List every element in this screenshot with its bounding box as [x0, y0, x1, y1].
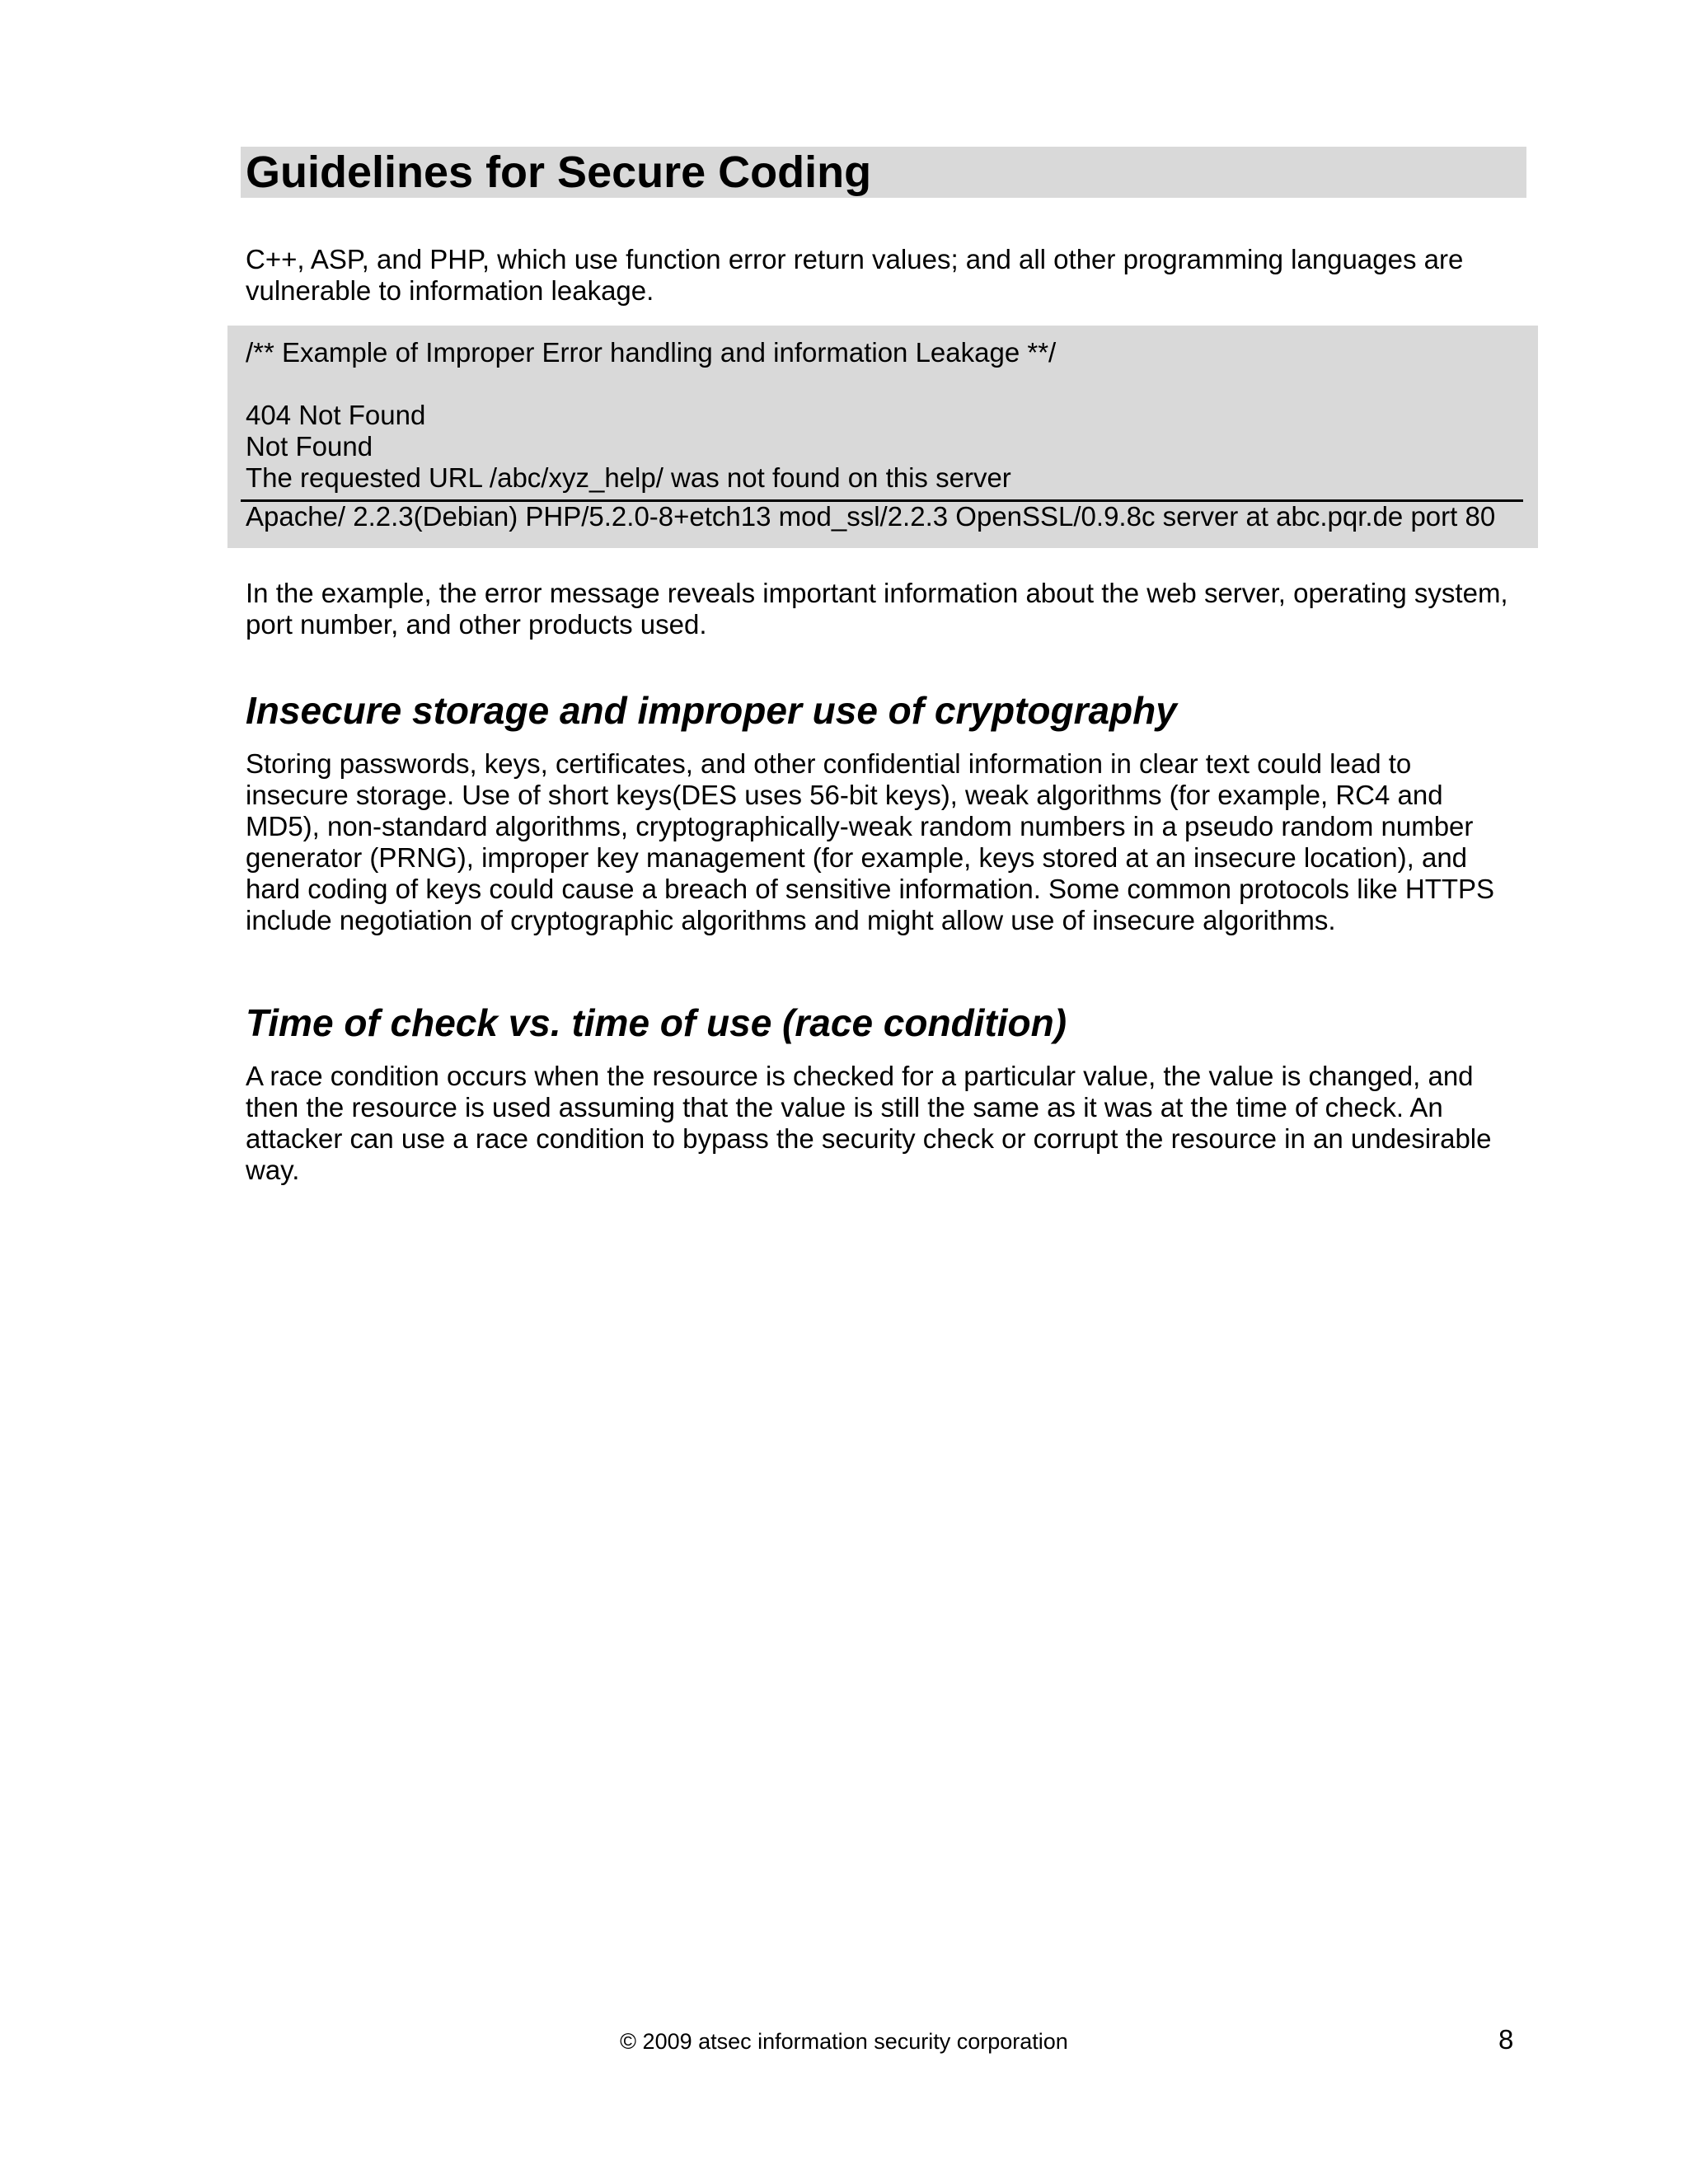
title-bar: [241, 147, 1526, 198]
intro-line: C++, ASP, and PHP, which use function error return values; and all other programming languages are: [246, 244, 1464, 274]
section-paragraph-crypto: [246, 748, 1531, 936]
explanation-line: port number, and other products used.: [246, 609, 707, 640]
code-server-line: Apache/ 2.2.3(Debian) PHP/5.2.0-8+etch13 mod_ssl/2.2.3 OpenSSL/0.9.8c server at abc.pqr.de port 80: [246, 501, 1496, 532]
paragraph-line: include negotiation of cryptographic algorithms and might allow use of insecure algorithms.: [246, 905, 1336, 935]
section-heading-crypto: Insecure storage and improper use of cryptography: [246, 689, 1177, 732]
page-number: 8: [1498, 2024, 1514, 2055]
code-line: Not Found: [246, 431, 373, 462]
section-paragraph-race-condition: [246, 1061, 1531, 1186]
paragraph-line: generator (PRNG), improper key management (for example, keys stored at an insecure location), and: [246, 842, 1468, 873]
paragraph-line: then the resource is used assuming that the value is still the same as it was at the time of check. An: [246, 1092, 1443, 1122]
paragraph-line: MD5), non-standard algorithms, cryptographically-weak random numbers in a pseudo random number: [246, 811, 1474, 841]
code-example-box: [227, 326, 1538, 548]
paragraph-line: Storing passwords, keys, certificates, and other confidential information in clear text could lead to: [246, 748, 1412, 779]
paragraph-line: hard coding of keys could cause a breach of sensitive information. Some common protocols like HTTPS: [246, 874, 1495, 904]
paragraph-line: attacker can use a race condition to bypass the security check or corrupt the resource in an undesirable: [246, 1123, 1492, 1154]
section-heading-race-condition: Time of check vs. time of use (race condition): [246, 1001, 1067, 1044]
code-line: The requested URL /abc/xyz_help/ was not found on this server: [246, 462, 1011, 493]
code-comment: /** Example of Improper Error handling and information Leakage **/: [246, 337, 1057, 368]
paragraph-line: way.: [246, 1155, 300, 1185]
page-title: Guidelines for Secure Coding: [246, 148, 872, 197]
intro-line: vulnerable to information leakage.: [246, 275, 654, 306]
footer-copyright: © 2009 atsec information security corporation: [620, 2029, 1068, 2054]
paragraph-line: A race condition occurs when the resource is checked for a particular value, the value is changed, and: [246, 1061, 1474, 1091]
explanation-paragraph: [246, 578, 1531, 640]
paragraph-line: insecure storage. Use of short keys(DES uses 56-bit keys), weak algorithms (for example, RC4 and: [246, 780, 1443, 810]
intro-paragraph: [246, 244, 1531, 307]
code-line: 404 Not Found: [246, 400, 426, 430]
explanation-line: In the example, the error message reveals important information about the web server, operating system,: [246, 578, 1508, 608]
